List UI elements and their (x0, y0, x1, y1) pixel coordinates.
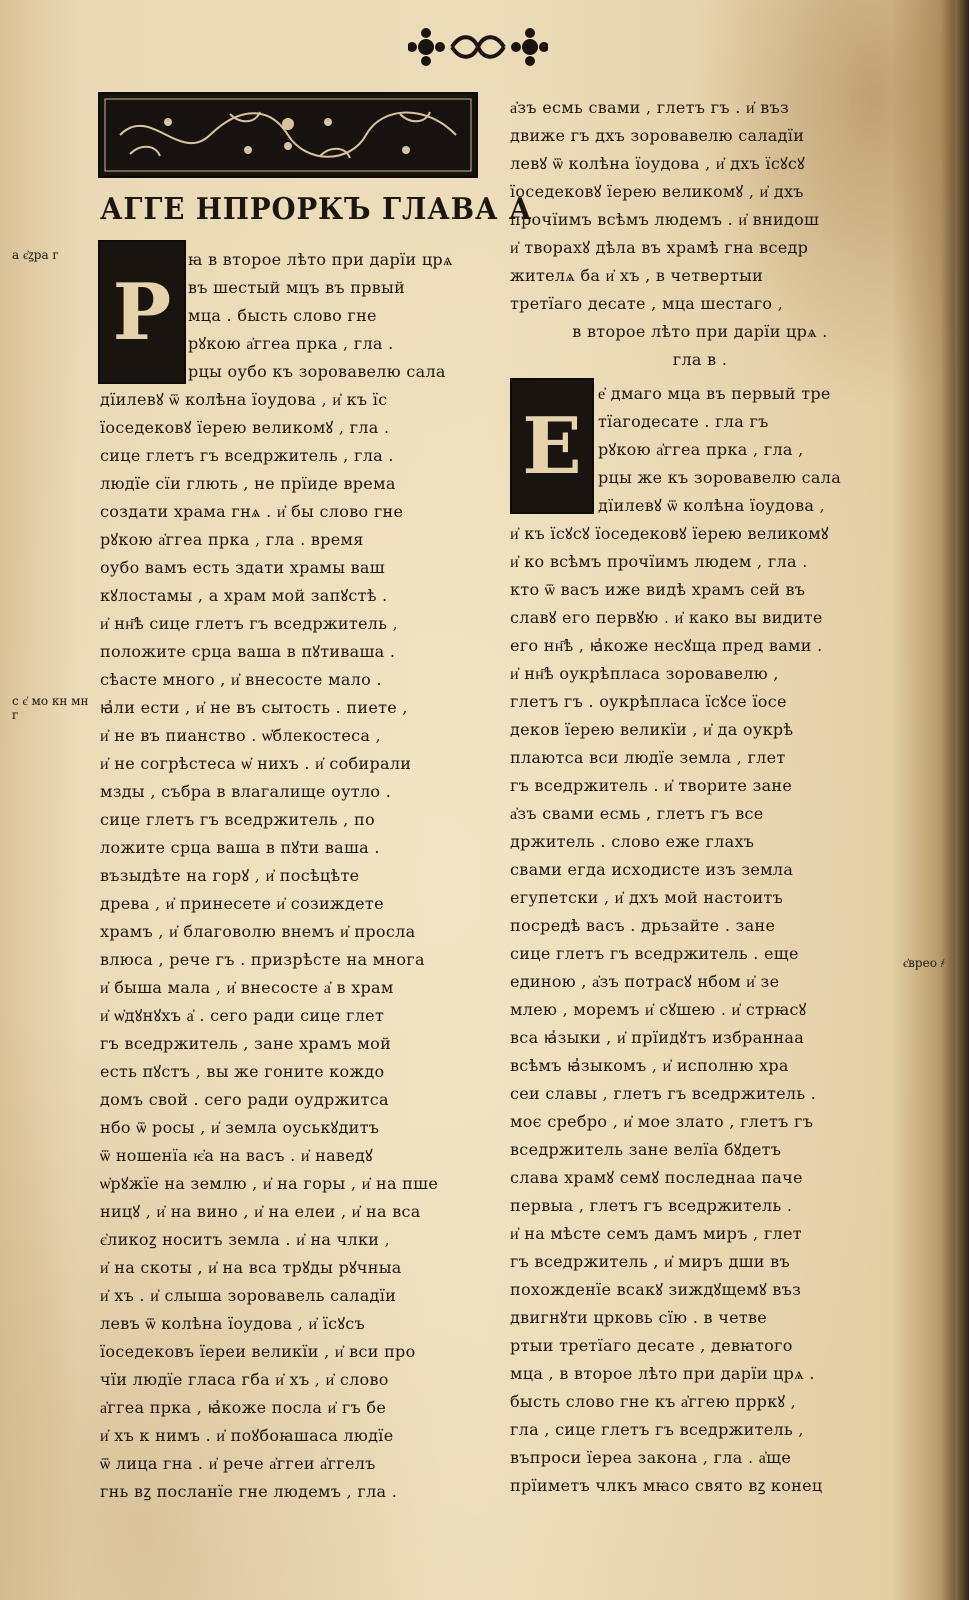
text-line: славꙋ его первꙋю . и҆ како вы видите (510, 608, 823, 627)
text-line: мзды , събра в влагалище оутло . (100, 782, 392, 801)
text-line: и҆ на мѣсте семъ дамъ миръ , глет (510, 1224, 802, 1243)
text-line: оубо вамъ есть здати храмы ваш (100, 558, 385, 577)
text-line: вса ꙗ҆зыки , и҆ прїидꙋтъ избраннаа (510, 1028, 805, 1047)
text-line: егупетски , и҆ дхъ мой настоитъ (510, 888, 784, 907)
text-line: и҆ ѡ҆дꙋнꙋхъ а҆ . сего ради сице глет (100, 1006, 385, 1025)
left-text-column (100, 246, 486, 1506)
text-line: е҆ дмаго мца въ первый тре (598, 384, 831, 403)
text-line: и҆ нн҃ѣ сице глетъ гъ вседржитель , (100, 614, 399, 633)
text-line: третїаго десате , мца шестаго , (510, 294, 784, 313)
text-line: сице глетъ гъ вседржитель , по (100, 810, 375, 829)
text-line: похожденїе всакꙋ зиждꙋщемꙋ въз (510, 1280, 802, 1299)
text-line: кꙋлостамы , а храм мой запꙋстѣ . (100, 586, 388, 605)
margin-note: є҆врео ҂ (903, 956, 945, 970)
text-line: рꙋкою а҆ггеа прка , гла . время (100, 530, 364, 549)
text-line: и҆ быша мала , и҆ внесосте а҆ в храм (100, 978, 394, 997)
margin-note: а є҆ꙁра г (12, 248, 59, 262)
text-line: ѡ҆рꙋжїе на землю , и҆ на горы , и҆ на пше (100, 1174, 439, 1193)
text-line: їоседековꙋ їерею великомꙋ , гла . (100, 418, 390, 437)
text-line: и҆ не въ пианство . ѡ҆блекостеса , (100, 726, 381, 745)
fleuron-ornament-icon (408, 24, 548, 70)
text-line: глетъ гъ . оукрѣпласа їсꙋсе їосе (510, 692, 787, 711)
text-line: посредѣ васъ . дрьзайте . зане (510, 916, 776, 935)
text-line: и҆ на скоты , и҆ на вса трꙋды рꙋчныа (100, 1258, 402, 1277)
text-line: є҆ликоꙁ носитъ земла . и҆ на члки , (100, 1230, 391, 1249)
text-line: гъ вседржитель . и҆ творите зане (510, 776, 793, 795)
book-spine-edge (955, 0, 969, 1600)
text-line: рꙋкою а҆ггеа прка , гла . (188, 334, 394, 353)
text-line: рꙋкою а҆ггеа прка , гла , (598, 440, 804, 459)
text-line: прочїимъ всѣмъ людемъ . и҆ внидош (510, 210, 820, 229)
decorative-headpiece (98, 92, 478, 178)
text-line: мца , в второе лѣто при дарїи црѧ . (510, 1364, 815, 1383)
text-line: гнь вꙁ посланїе гне людемъ , гла . (100, 1482, 398, 1501)
text-line: первыа , глетъ гъ вседржитель . (510, 1196, 793, 1215)
text-line: ѿ ношенїа ѥ҆а на васъ . и҆ наведꙋ (100, 1146, 373, 1165)
text-line: движе гъ дхъ зоровавелю саладїи (510, 126, 805, 145)
text-line: ꙗ҆ли ести , и҆ не въ сытость . пиете , (100, 698, 408, 717)
text-line: и҆ творахꙋ дѣла въ храмѣ гна вседр (510, 238, 809, 257)
text-line: ницꙋ , и҆ на вино , и҆ на елеи , и҆ на вса (100, 1202, 421, 1221)
text-line: сице глетъ гъ вседржитель . еще (510, 944, 799, 963)
text-line: создати храма гнѧ . и҆ бы слово гне (100, 502, 404, 521)
text-line: левъ ѿ колѣна їоудова , и҆ їсꙋсъ (100, 1314, 365, 1333)
chapter-heading: АГГЕ НПРОРКЪ ГЛАВА А (100, 192, 533, 227)
text-line: деков їерею великїи , и҆ да оукрѣ (510, 720, 794, 739)
text-line: ѿ лица гна . и҆ рече а҆ггеи а҆ггелъ (100, 1454, 376, 1473)
text-line: и҆ ко всѣмъ прочїимъ людем , гла . (510, 552, 808, 571)
text-line: есть пꙋстъ , вы же гоните кождо (100, 1062, 385, 1081)
text-line: ꙗ в второе лѣто при дарїи црѧ (188, 250, 453, 269)
text-line: чїи людїе гласа гба и҆ хъ , и҆ слово (100, 1370, 389, 1389)
text-line: и҆ хъ . и҆ слыша зоровавель саладїи (100, 1286, 397, 1305)
text-line: положите срца ваша в пꙋтиваша . (100, 642, 396, 661)
text-line: їоседековъ їереи великїи , и҆ вси про (100, 1342, 416, 1361)
text-line: сеи славы , глетъ гъ вседржитель . (510, 1084, 817, 1103)
text-line: его нн҃ѣ , ꙗ҆коже несꙋща пред вами . (510, 636, 823, 655)
text-line: мца . бысть слово гне (188, 306, 377, 325)
text-line: држитель . слово еже глахъ (510, 832, 755, 851)
text-line: свами егда исходисте изъ земла (510, 860, 794, 879)
text-line: домъ свой . сего ради оудржитса (100, 1090, 389, 1109)
text-line: рцы оубо къ зоровавелю сала (188, 362, 446, 381)
text-line: гъ вседржитель , зане храмъ мой (100, 1034, 392, 1053)
text-line: а҆зъ свами есмь , глетъ гъ все (510, 804, 764, 823)
initial-letter-left: Р (112, 266, 172, 358)
text-line: тїагодесате . гла гъ (598, 412, 769, 431)
text-line: двигнꙋти црковь сїю . в четве (510, 1308, 768, 1327)
text-line: левꙋ ѿ колѣна їоудова , и҆ дхъ їсꙋсꙋ (510, 154, 805, 173)
text-line: и҆ нн҃ѣ оукрѣпласа зоровавелю , (510, 664, 779, 683)
text-line: ртыи третїаго десате , девꙗтого (510, 1336, 793, 1355)
text-line: моє сребро , и҆ мое злато , глетъ гъ (510, 1112, 814, 1131)
text-line: слава храмꙋ семꙋ последнаа паче (510, 1168, 803, 1187)
text-line: а҆зъ есмь свами , глетъ гъ . и҆ въз (510, 98, 790, 117)
text-line: и҆ не согрѣстеса ѡ҆ нихъ . и҆ собирали (100, 754, 412, 773)
text-line: прїиметъ члкъ мꙗсо свято вꙁ конец (510, 1476, 823, 1495)
text-line: вседржитель зане велїа бꙋдетъ (510, 1140, 782, 1159)
text-line: дїилевꙋ ѿ колѣна їоудова , и҆ къ їс (100, 390, 388, 409)
text-line: гла в . (672, 350, 728, 369)
text-line: ложите срца ваша в пꙋти ваша . (100, 838, 380, 857)
right-text-column-main (510, 380, 890, 1500)
text-line: и҆ хъ к нимъ . и҆ поꙋбоꙗшаса людїе (100, 1426, 394, 1445)
text-line: и҆ къ їсꙋсꙋ їоседековꙋ їерею великомꙋ (510, 524, 829, 543)
text-line: жителѧ ба и҆ хъ , в четвертыи (510, 266, 764, 285)
text-line: въпроси їереа закона , гла . а҆ще (510, 1448, 792, 1467)
text-line: їоседековꙋ їерею великомꙋ , и҆ дхъ (510, 182, 804, 201)
text-line: древа , и҆ принесете и҆ созиждете (100, 894, 384, 913)
right-text-column-top (510, 94, 890, 374)
text-line: кто ѿ васъ иже видѣ храмъ сей въ (510, 580, 806, 599)
text-line: гла , сице глетъ гъ вседржитель , (510, 1420, 804, 1439)
text-line: сѣасте много , и҆ внесосте мало . (100, 670, 382, 689)
text-line: нбо ѿ росы , и҆ земла оуськꙋдитъ (100, 1118, 380, 1137)
text-line: възыдѣте на горꙋ , и҆ посѣцѣте (100, 866, 360, 885)
text-line: плаютса вси людїе земла , глет (510, 748, 786, 767)
text-line: въ шестый мцъ въ првый (188, 278, 406, 297)
text-line: рцы же къ зоровавелю сала (598, 468, 842, 487)
text-line: бысть слово гне къ а҆ггею прркꙋ , (510, 1392, 797, 1411)
text-line: единою , а҆зъ потрасꙋ нбом и҆ зе (510, 972, 780, 991)
text-line: людїе сїи глють , не прїиде врема (100, 474, 396, 493)
text-line: сице глетъ гъ вседржитель , гла . (100, 446, 394, 465)
initial-letter-right: Е (522, 400, 582, 492)
text-line: гъ вседржитель , и҆ миръ дши въ (510, 1252, 790, 1271)
text-line: влюса , рече гъ . призрѣсте на многа (100, 950, 425, 969)
text-line: всѣмъ ꙗ҆зыкомъ , и҆ исполню хра (510, 1056, 789, 1075)
text-line: в второе лѣто при дарїи црѧ . (572, 322, 828, 341)
margin-note: с є҆ мо кн мн г (12, 694, 89, 722)
text-line: храмъ , и҆ благоволю внемъ и҆ просла (100, 922, 416, 941)
text-line: а҆ггеа прка , ꙗ҆коже посла и҆ гъ бе (100, 1398, 387, 1417)
text-line: дїилевꙋ ѿ колѣна їоудова , (598, 496, 825, 515)
text-line: млею , моремъ и҆ сꙋшею . и҆ стрꙗсꙋ (510, 1000, 807, 1019)
